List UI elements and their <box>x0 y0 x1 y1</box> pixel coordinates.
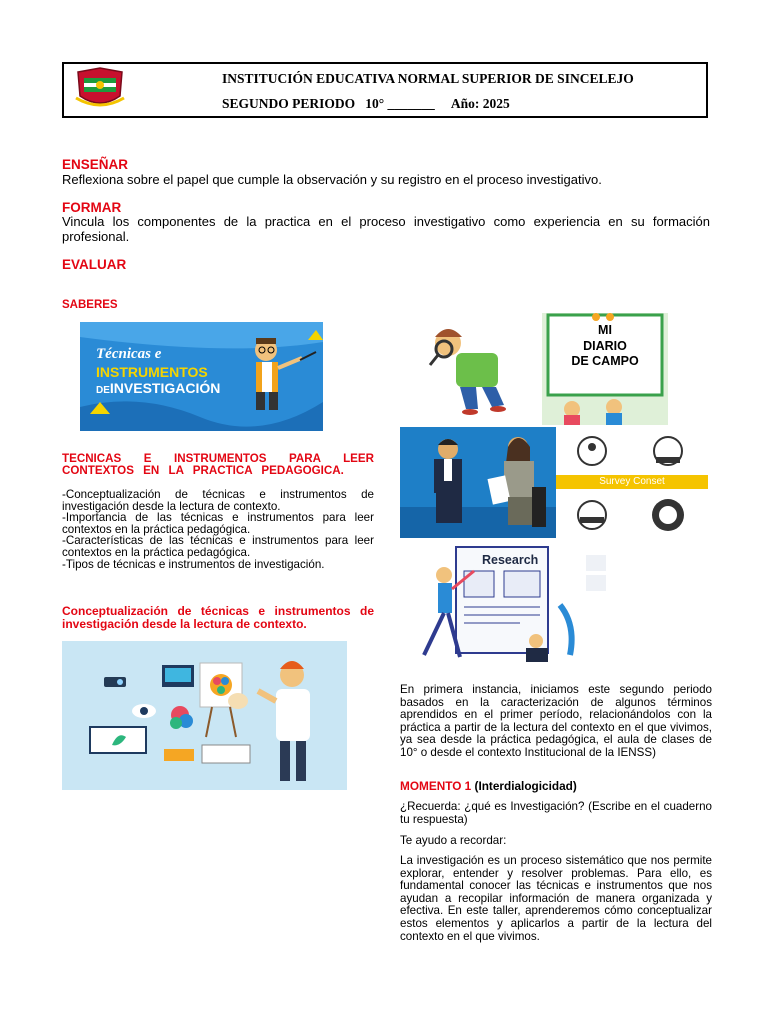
diary-title <box>548 323 662 370</box>
moment-sub: (Interdialogicidad) <box>474 779 577 793</box>
banner-line2: INSTRUMENTOS <box>96 364 208 380</box>
question-text: ¿Recuerda: ¿qué es Investigación? (Escribe en el cuaderno tu respuesta) <box>400 800 712 826</box>
moment-label: MOMENTO 1 <box>400 779 472 793</box>
topic-item-3: -Características de las técnicas e instrumentos para leer contextos en la práctica pedagógica. <box>62 534 374 559</box>
research-image <box>400 545 616 673</box>
banner-line3-inv: INVESTIGACIÓN <box>109 380 221 396</box>
moment-heading <box>400 779 577 793</box>
concept-illustration <box>62 641 347 790</box>
period-line: SEGUNDO PERIODO 10° _______ Año: 2025 <box>222 96 510 111</box>
school-crest-logo <box>74 66 126 110</box>
conceptualization-subtitle: Conceptualización de técnicas e instrumentos de investigación desde la lectura de contexto. <box>62 604 374 631</box>
research-label: Research <box>482 553 539 567</box>
techniques-banner-image <box>80 322 323 431</box>
survey-label: Survey Conset <box>599 476 665 487</box>
banner-line3 <box>96 380 220 396</box>
diary-line3: DE CAMPO <box>571 354 639 368</box>
topic-title: TECNICAS E INSTRUMENTOS PARA LEER CONTEXTOS EN LA PRACTICA PEDAGOGICA. <box>62 452 374 477</box>
formar-title: FORMAR <box>62 200 122 215</box>
saberes-title: SABERES <box>62 299 118 311</box>
topic-item-2: -Importancia de las técnicas e instrumentos para leer contextos en la práctica pedagógica. <box>62 511 374 536</box>
topic-item-1: -Conceptualización de técnicas e instrumentos de investigación desde la lectura de contexto. <box>62 488 374 513</box>
institution-name: INSTITUCIÓN EDUCATIVA NORMAL SUPERIOR DE SINCELEJO <box>222 71 634 86</box>
research-paragraph: La investigación es un proceso sistemático que nos permite explorar, entender y resolver problemas. Para ello, es fundamental conocer las técnicas e instrumentos que nos ayudan a recopilar información de manera organizada y efectiva. En este taller, aprenderemos cómo conceptualizar estos elementos y aplicarlos a partir de la lectura del contexto en el que vivimos. <box>400 854 712 943</box>
formar-text: Vincula los componentes de la practica en el proceso investigativo como experiencia en su formación profesional. <box>62 214 710 244</box>
ensenar-text: Reflexiona sobre el papel que cumple la observación y su registro en el proceso investigativo. <box>62 172 602 187</box>
intro-paragraph: En primera instancia, iniciamos este segundo periodo basados en la caracterización de algunos términos aprendidos en el primer período, relacionándolos con la práctica a partir de la lectura del contexto en el que vivimos, ya sea desde la práctica pedagógica, el aula de clases de 10° o desde el contexto Institucional de la IENSS) <box>400 683 712 759</box>
banner-line1: Técnicas e <box>96 346 162 362</box>
document-header <box>62 62 708 118</box>
ensenar-title: ENSEÑAR <box>62 157 129 172</box>
diary-line1: MI <box>598 323 612 337</box>
survey-icons-image <box>556 427 708 538</box>
diary-line2: DIARIO <box>583 338 627 353</box>
banner-line3-de: DE <box>96 385 110 396</box>
interview-image <box>400 427 556 538</box>
helper-text: Te ayudo a recordar: <box>400 834 507 847</box>
topic-item-4: -Tipos de técnicas e instrumentos de investigación. <box>62 558 325 571</box>
evaluar-title: EVALUAR <box>62 257 127 272</box>
field-diary-image <box>400 313 668 425</box>
